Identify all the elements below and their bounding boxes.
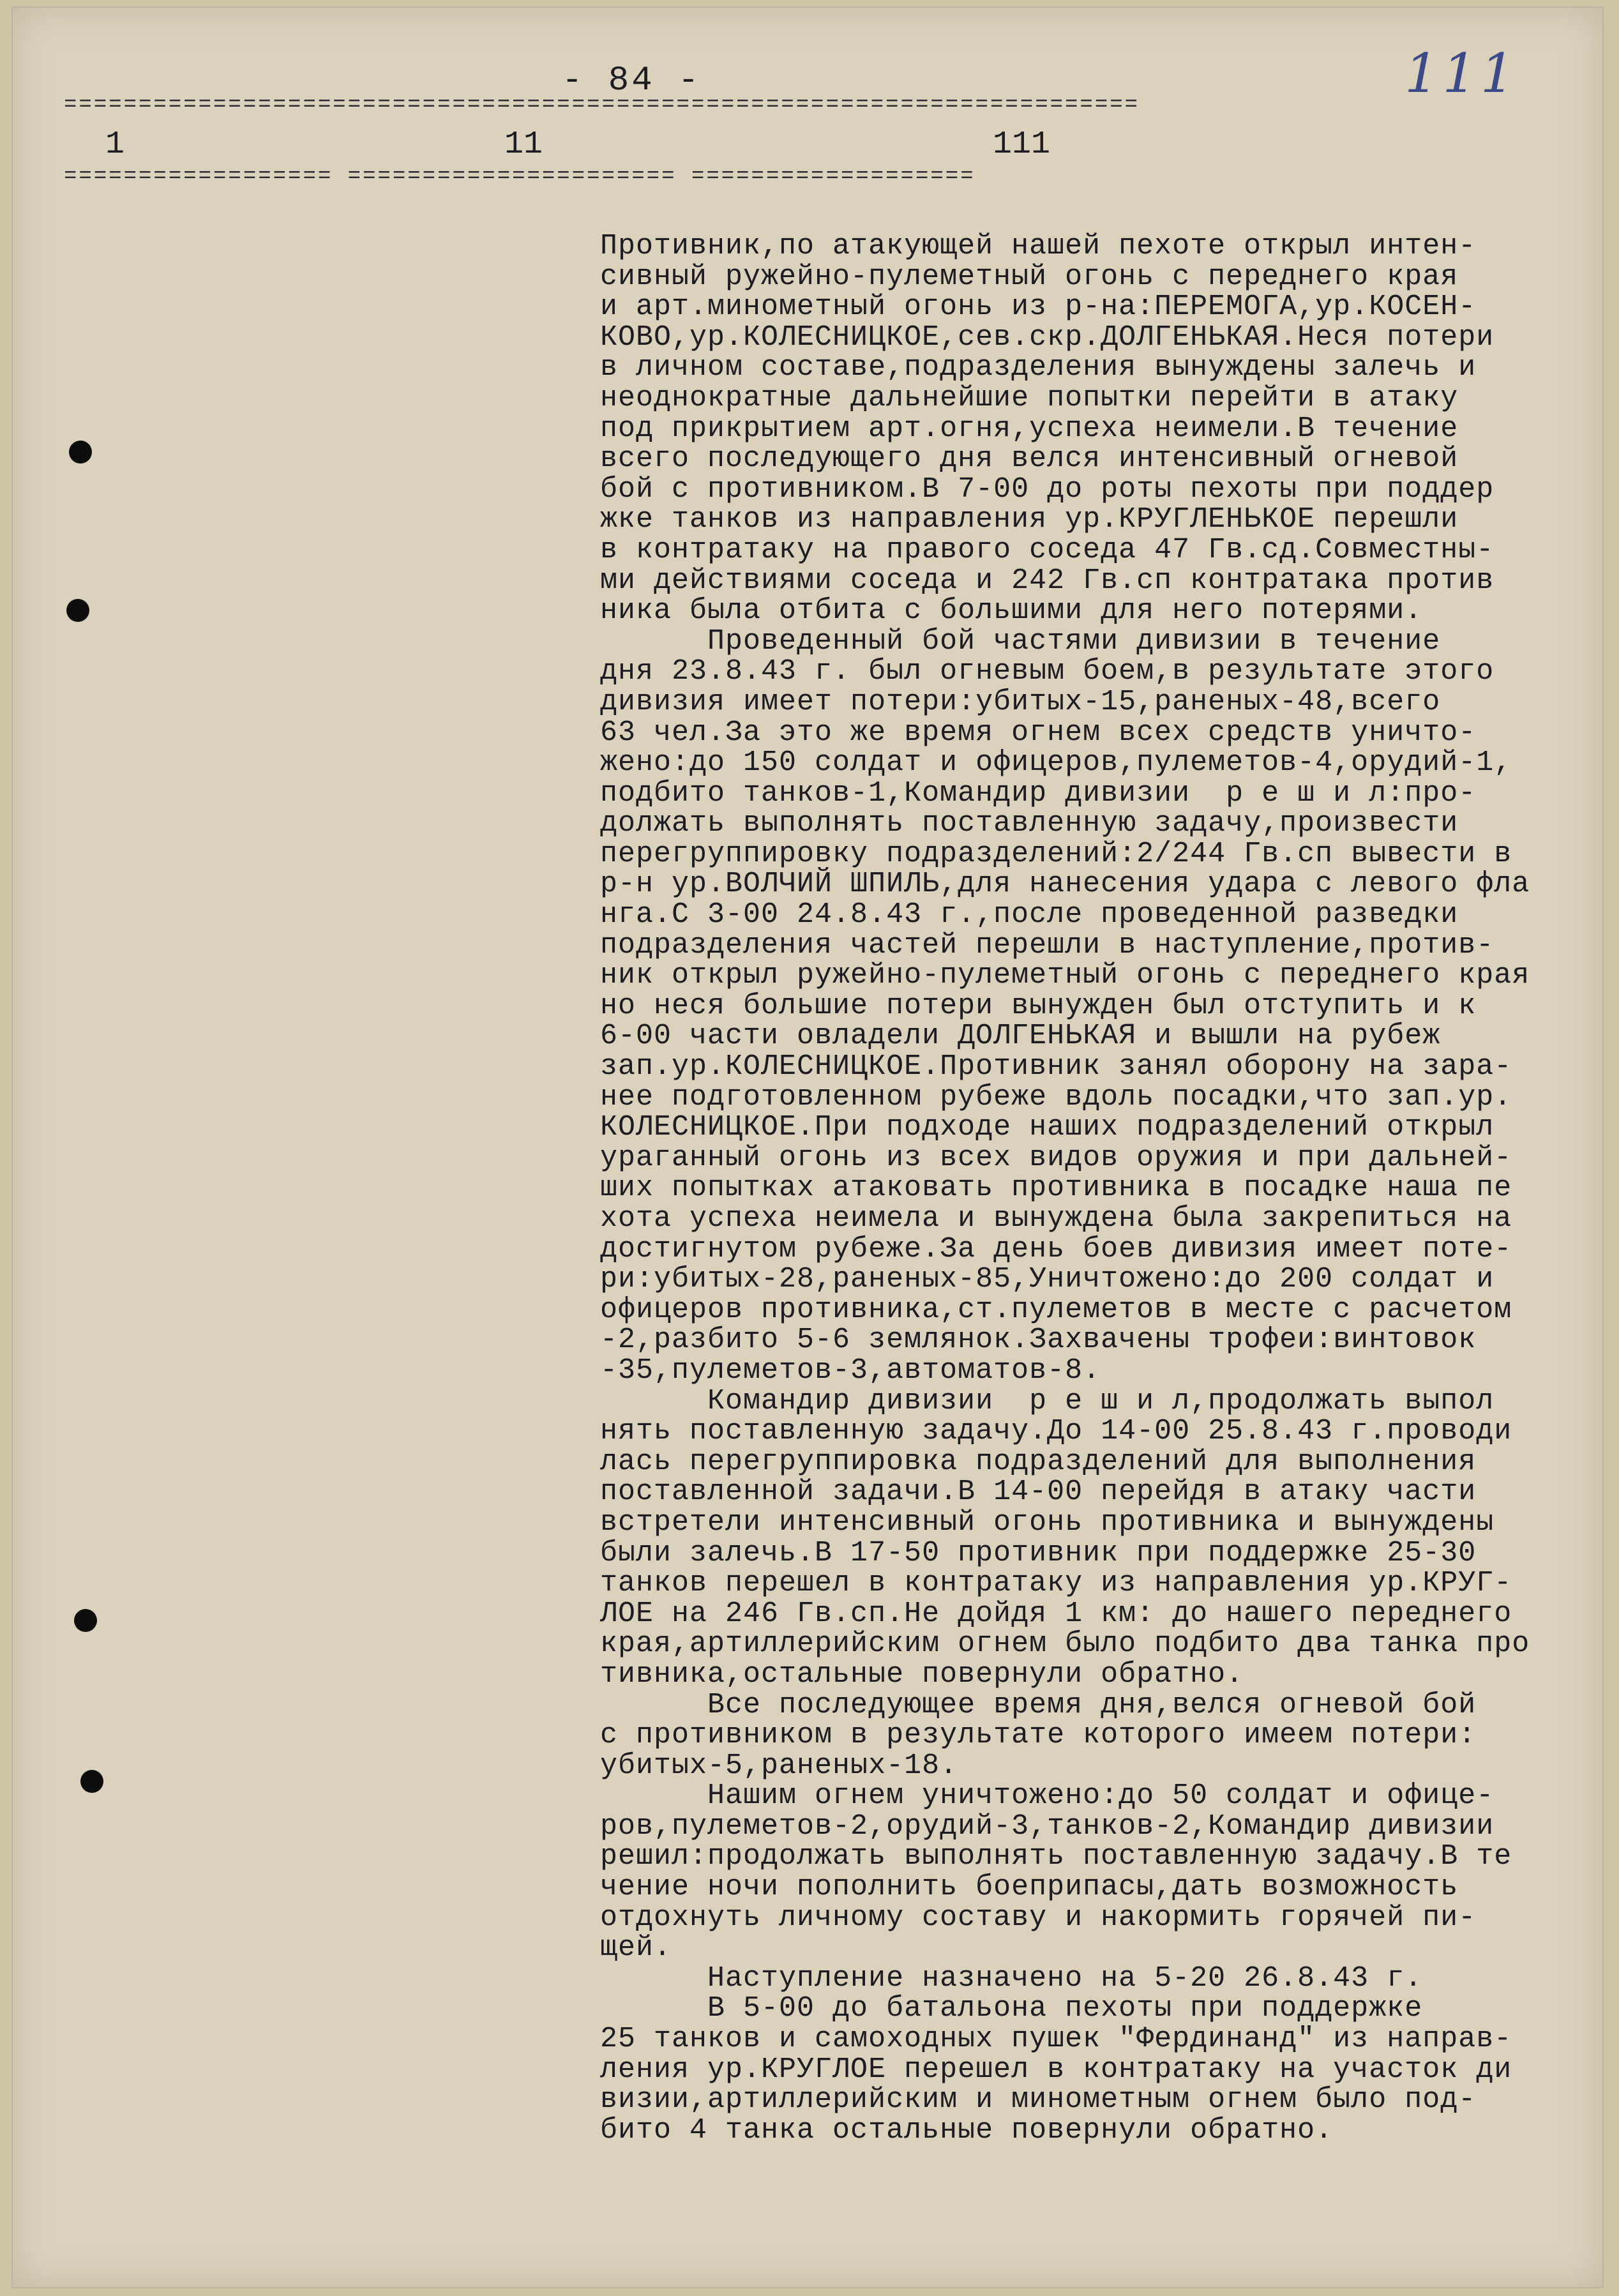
text-line: ЛОЕ на 246 Гв.сп.Не дойдя 1 км: до нашего переднего xyxy=(600,1597,1512,1630)
text-line: зап.ур.КОЛЕСНИЦКОЕ.Противник занял оборону на зара- xyxy=(600,1050,1512,1084)
archive-page-mark: 111 xyxy=(1404,42,1519,105)
punch-hole xyxy=(69,441,92,464)
text-line: отдохнуть личному составу и накормить горячей пи- xyxy=(600,1901,1477,1934)
text-line: Нашим огнем уничтожено:до 50 солдат и офице- xyxy=(600,1779,1495,1813)
text-line: В 5-00 до батальона пехоты при поддержке xyxy=(600,1992,1423,2025)
text-line: р-н ур.ВОЛЧИЙ ШПИЛЬ,для нанесения удара с левого фла xyxy=(600,868,1530,901)
text-line: Командир дивизии р е ш и л,продолжать выпол xyxy=(600,1384,1495,1417)
text-line: лась перегруппировка подразделений для выполнения xyxy=(600,1445,1477,1478)
text-line: и арт.минометный огонь из р-на:ПЕРЕМОГА,ур.КОСЕН- xyxy=(600,291,1477,324)
text-line: ров,пулеметов-2,орудий-3,танков-2,Командир дивизии xyxy=(600,1809,1495,1843)
text-line: КОВО,ур.КОЛЕСНИЦКОЕ,сев.скр.ДОЛГЕНЬКАЯ.Неся потери xyxy=(600,321,1495,354)
text-line: жено:до 150 солдат и офицеров,пулеметов-4,орудий-1, xyxy=(600,746,1512,780)
text-line: Проведенный бой частями дивизии в течение xyxy=(600,624,1441,658)
punch-hole xyxy=(74,1609,97,1632)
text-line: -35,пулеметов-3,автоматов-8. xyxy=(600,1354,1101,1387)
text-line: чение ночи пополнить боеприпасы,дать возможность xyxy=(600,1871,1459,1904)
typed-report-text xyxy=(600,231,1609,2145)
text-line: -2,разбито 5-6 землянок.Захвачены трофеи:винтовок xyxy=(600,1324,1477,1357)
text-line: 6-00 части овладели ДОЛГЕНЬКАЯ и вышли на рубеж xyxy=(600,1020,1441,1053)
text-line: под прикрытием арт.огня,успеха неимели.В течение xyxy=(600,412,1459,445)
text-line: Все последующее время дня,велся огневой бой xyxy=(600,1688,1477,1721)
text-line: всего последующего дня велся интенсивный огневой xyxy=(600,442,1459,476)
text-line: поставленной задачи.В 14-00 перейдя в атаку части xyxy=(600,1476,1477,1509)
text-line: неоднократные дальнейшие попытки перейти в атаку xyxy=(600,381,1459,414)
text-line: тивника,остальные повернули обратно. xyxy=(600,1658,1244,1691)
text-line: подразделения частей перешли в наступление,против- xyxy=(600,928,1495,962)
text-line: были залечь.В 17-50 противник при поддержке 25-30 xyxy=(600,1536,1477,1569)
text-line: края,артиллерийским огнем было подбито два танка про xyxy=(600,1628,1530,1661)
text-line: танков перешел в контратаку из направления ур.КРУГ- xyxy=(600,1567,1512,1600)
text-line: Наступление назначено на 5-20 26.8.43 г. xyxy=(600,1961,1423,1995)
text-line: дня 23.8.43 г. был огневым боем,в результате этого xyxy=(600,655,1495,688)
text-line: подбито танков-1,Командир дивизии р е ш и л:про- xyxy=(600,776,1477,810)
text-line: визии,артиллерийским и минометным огнем было под- xyxy=(600,2083,1477,2117)
text-line: ми действиями соседа и 242 Гв.сп контратака против xyxy=(600,564,1495,597)
text-line: с противником в результате которого имеем потери: xyxy=(600,1719,1477,1752)
text-line: нее подготовленном рубеже вдоль посадки,что зап.ур. xyxy=(600,1080,1512,1114)
text-line: нять поставленную задачу.До 14-00 25.8.43 г.проводи xyxy=(600,1415,1512,1448)
column-number-3: 111 xyxy=(993,126,1051,163)
text-line: ших попытках атаковать противника в посадке наша пе xyxy=(600,1172,1512,1205)
page-number: - 84 - xyxy=(562,61,702,100)
text-line: КОЛЕСНИЦКОЕ.При подходе наших подразделений открыл xyxy=(600,1111,1495,1144)
text-line: ри:убитых-28,раненых-85,Уничтожено:до 200 солдат и xyxy=(600,1263,1495,1296)
text-line: жке танков из направления ур.КРУГЛЕНЬКОЕ перешли xyxy=(600,503,1459,536)
text-line: встретели интенсивный огонь противника и вынуждены xyxy=(600,1506,1495,1539)
text-line: решил:продолжать выполнять поставленную задачу.В те xyxy=(600,1840,1512,1873)
text-line: 25 танков и самоходных пушек "Фердинанд" из направ- xyxy=(600,2023,1512,2056)
text-line: бито 4 танка остальные повернули обратно. xyxy=(600,2113,1334,2147)
text-line: сивный ружейно-пулеметный огонь с переднего края xyxy=(600,260,1459,293)
header-rule-top: ======================================================================== xyxy=(64,93,1140,117)
text-line: ураганный огонь из всех видов оружия и при дальней- xyxy=(600,1141,1512,1174)
text-line: ник открыл ружейно-пулеметный огонь с переднего края xyxy=(600,959,1530,992)
text-line: ника была отбита с большими для него потерями. xyxy=(600,594,1423,628)
text-line: но неся большие потери вынужден был отступить и к xyxy=(600,989,1477,1022)
text-line: ления ур.КРУГЛОЕ перешел в контратаку на участок ди xyxy=(600,2053,1512,2086)
text-line: в личном составе,подразделения вынуждены залечь и xyxy=(600,351,1477,384)
text-line: должать выполнять поставленную задачу,произвести xyxy=(600,807,1459,840)
column-number-2: 11 xyxy=(504,126,543,163)
text-line: дивизия имеет потери:убитых-15,раненых-48,всего xyxy=(600,685,1441,718)
text-line: 63 чел.За это же время огнем всех средств уничто- xyxy=(600,716,1477,749)
text-line: бой с противником.В 7-00 до роты пехоты при поддер xyxy=(600,472,1495,506)
text-line: перегруппировку подразделений:2/244 Гв.сп вывести в xyxy=(600,837,1512,870)
text-line: щей. xyxy=(600,1931,672,1965)
header-rule-bottom: ================== ====================== =================== xyxy=(64,165,975,189)
text-line: офицеров противника,ст.пулеметов в месте с расчетом xyxy=(600,1293,1512,1326)
punch-hole xyxy=(66,599,89,622)
text-line: нга.С 3-00 24.8.43 г.,после проведенной разведки xyxy=(600,898,1459,932)
text-line: достигнутом рубеже.За день боев дивизия имеет поте- xyxy=(600,1232,1512,1265)
punch-hole xyxy=(80,1770,103,1793)
text-line: убитых-5,раненых-18. xyxy=(600,1749,958,1782)
text-line: в контратаку на правого соседа 47 Гв.сд.Совместны- xyxy=(600,533,1495,566)
text-line: Противник,по атакующей нашей пехоте открыл интен- xyxy=(600,230,1477,262)
column-number-1: 1 xyxy=(105,126,125,163)
text-line: хота успеха неимела и вынуждена была закрепиться на xyxy=(600,1202,1512,1235)
